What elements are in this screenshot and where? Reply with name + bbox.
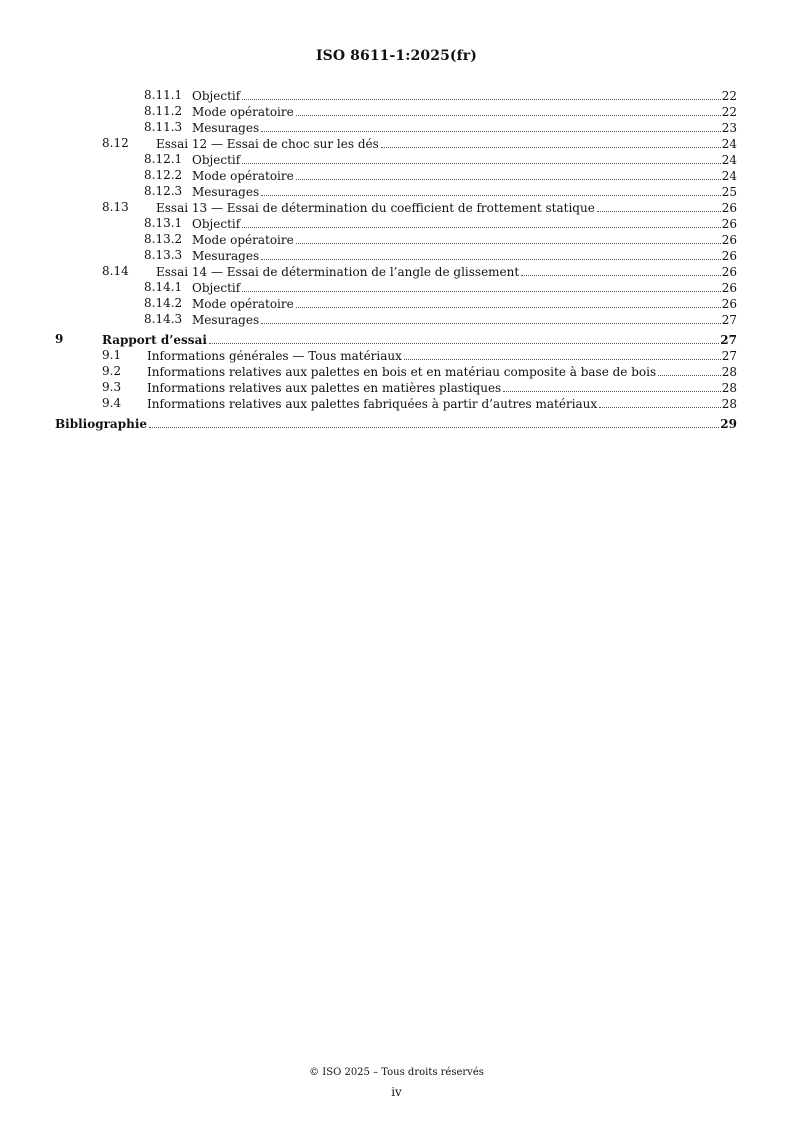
toc-entry-page: 26 [721,281,737,295]
toc-entry-8-13-3[interactable] [55,247,737,263]
toc-entry-number: 8.12.2 [144,168,183,182]
toc-entry-number: 8.14.1 [144,280,183,294]
toc-entry-title: Objectif [192,281,241,295]
toc-entry-8-11-2[interactable] [55,103,737,119]
toc-entry-number: 8.11.3 [144,120,183,134]
toc-entry-8-12-1[interactable] [55,151,737,167]
toc-entry-9-2[interactable] [55,363,737,379]
toc-entry-page: 28 [721,397,737,411]
dot-leader [521,263,721,276]
toc-entry-8-14[interactable] [55,263,737,279]
dot-leader [599,395,721,408]
toc-entry-title: Mode opératoire [192,233,294,247]
toc-entry-number: 9.1 [102,348,122,362]
toc-entry-page: 29 [720,417,737,431]
toc-entry-8-14-2[interactable] [55,295,737,311]
toc-entry-page: 24 [721,153,737,167]
toc-entry-number: 8.12.1 [144,152,183,166]
toc-entry-title: Mesurages [192,249,260,263]
toc-entry-8-14-3[interactable] [55,311,737,327]
dot-leader [261,247,721,260]
toc-entry-title: Bibliographie [55,417,148,431]
page-number: iv [391,1085,402,1099]
toc-entry-title: Mode opératoire [192,169,294,183]
toc-entry-8-11-1[interactable] [55,87,737,103]
toc-entry-8-13-1[interactable] [55,215,737,231]
toc-entry-page: 27 [721,313,737,327]
dot-leader [242,215,721,228]
toc-entry-number: 8.11.2 [144,104,183,118]
toc-entry-number: 9.2 [102,364,122,378]
dot-leader [296,295,721,308]
table-of-contents [55,87,737,431]
toc-entry-title: Mesurages [192,121,260,135]
toc-entry-page: 22 [721,105,737,119]
toc-entry-page: 26 [721,217,737,231]
toc-entry-8-12[interactable] [55,135,737,151]
dot-leader [597,199,721,212]
toc-entry-number: 8.14.2 [144,296,183,310]
dot-leader [209,331,719,344]
toc-entry-title: Informations relatives aux palettes en bois et en matériau composite à base de bois [147,365,657,379]
dot-leader [296,103,721,116]
toc-entry-9[interactable] [55,331,737,347]
toc-entry-number: 8.11.1 [144,88,183,102]
dot-leader [261,311,721,324]
toc-entry-title: Objectif [192,153,241,167]
dot-leader [296,167,721,180]
toc-entry-title: Mode opératoire [192,297,294,311]
dot-leader [503,379,721,392]
dot-leader [658,363,721,376]
toc-entry-title: Essai 13 — Essai de détermination du coefficient de frottement statique [156,201,595,215]
dot-leader [242,87,721,100]
dot-leader [149,415,719,428]
toc-entry-9-3[interactable] [55,379,737,395]
toc-entry-page: 28 [721,381,737,395]
toc-entry-title: Mesurages [192,185,260,199]
copyright-notice: © ISO 2025 – Tous droits réservés [309,1067,484,1078]
toc-entry-number: 8.14 [102,264,129,278]
toc-entry-number: 8.14.3 [144,312,183,326]
dot-leader [261,183,721,196]
toc-entry-page: 25 [721,185,737,199]
toc-entry-title: Informations générales — Tous matériaux [147,349,402,363]
toc-entry-page: 26 [721,297,737,311]
dot-leader [296,231,721,244]
toc-entry-title: Rapport d’essai [102,333,207,347]
toc-entry-number: 8.13.2 [144,232,183,246]
toc-entry-number: 9.3 [102,380,122,394]
document-header: ISO 8611-1:2025(fr) [316,48,477,64]
toc-entry-title: Mode opératoire [192,105,294,119]
toc-entry-title: Objectif [192,217,241,231]
toc-entry-number: 9.4 [102,396,122,410]
dot-leader [381,135,721,148]
toc-entry-page: 27 [720,333,737,347]
toc-entry-title: Informations relatives aux palettes fabriquées à partir d’autres matériaux [147,397,598,411]
toc-entry-title: Essai 12 — Essai de choc sur les dés [156,137,379,151]
toc-entry-title: Objectif [192,89,241,103]
toc-entry-8-13[interactable] [55,199,737,215]
toc-entry-bibliographie[interactable] [55,415,737,431]
toc-entry-8-12-3[interactable] [55,183,737,199]
toc-entry-number: 8.12 [102,136,129,150]
toc-entry-page: 24 [721,169,737,183]
dot-leader [404,347,721,360]
toc-entry-number: 8.13.1 [144,216,183,230]
toc-entry-page: 24 [721,137,737,151]
toc-entry-page: 27 [721,349,737,363]
toc-entry-number: 8.13 [102,200,129,214]
toc-entry-number: 8.13.3 [144,248,183,262]
toc-entry-9-1[interactable] [55,347,737,363]
toc-entry-page: 26 [721,201,737,215]
toc-entry-page: 23 [721,121,737,135]
toc-entry-9-4[interactable] [55,395,737,411]
dot-leader [261,119,721,132]
toc-entry-title: Mesurages [192,313,260,327]
toc-entry-page: 26 [721,265,737,279]
toc-entry-page: 22 [721,89,737,103]
dot-leader [242,279,721,292]
toc-entry-page: 26 [721,233,737,247]
toc-entry-number: 8.12.3 [144,184,183,198]
toc-entry-title: Essai 14 — Essai de détermination de l’angle de glissement [156,265,520,279]
toc-entry-8-14-1[interactable] [55,279,737,295]
toc-entry-8-11-3[interactable] [55,119,737,135]
toc-entry-8-13-2[interactable] [55,231,737,247]
toc-entry-title: Informations relatives aux palettes en matières plastiques [147,381,502,395]
toc-entry-page: 26 [721,249,737,263]
toc-entry-page: 28 [721,365,737,379]
toc-entry-number: 9 [55,332,64,346]
dot-leader [242,151,721,164]
toc-entry-8-12-2[interactable] [55,167,737,183]
